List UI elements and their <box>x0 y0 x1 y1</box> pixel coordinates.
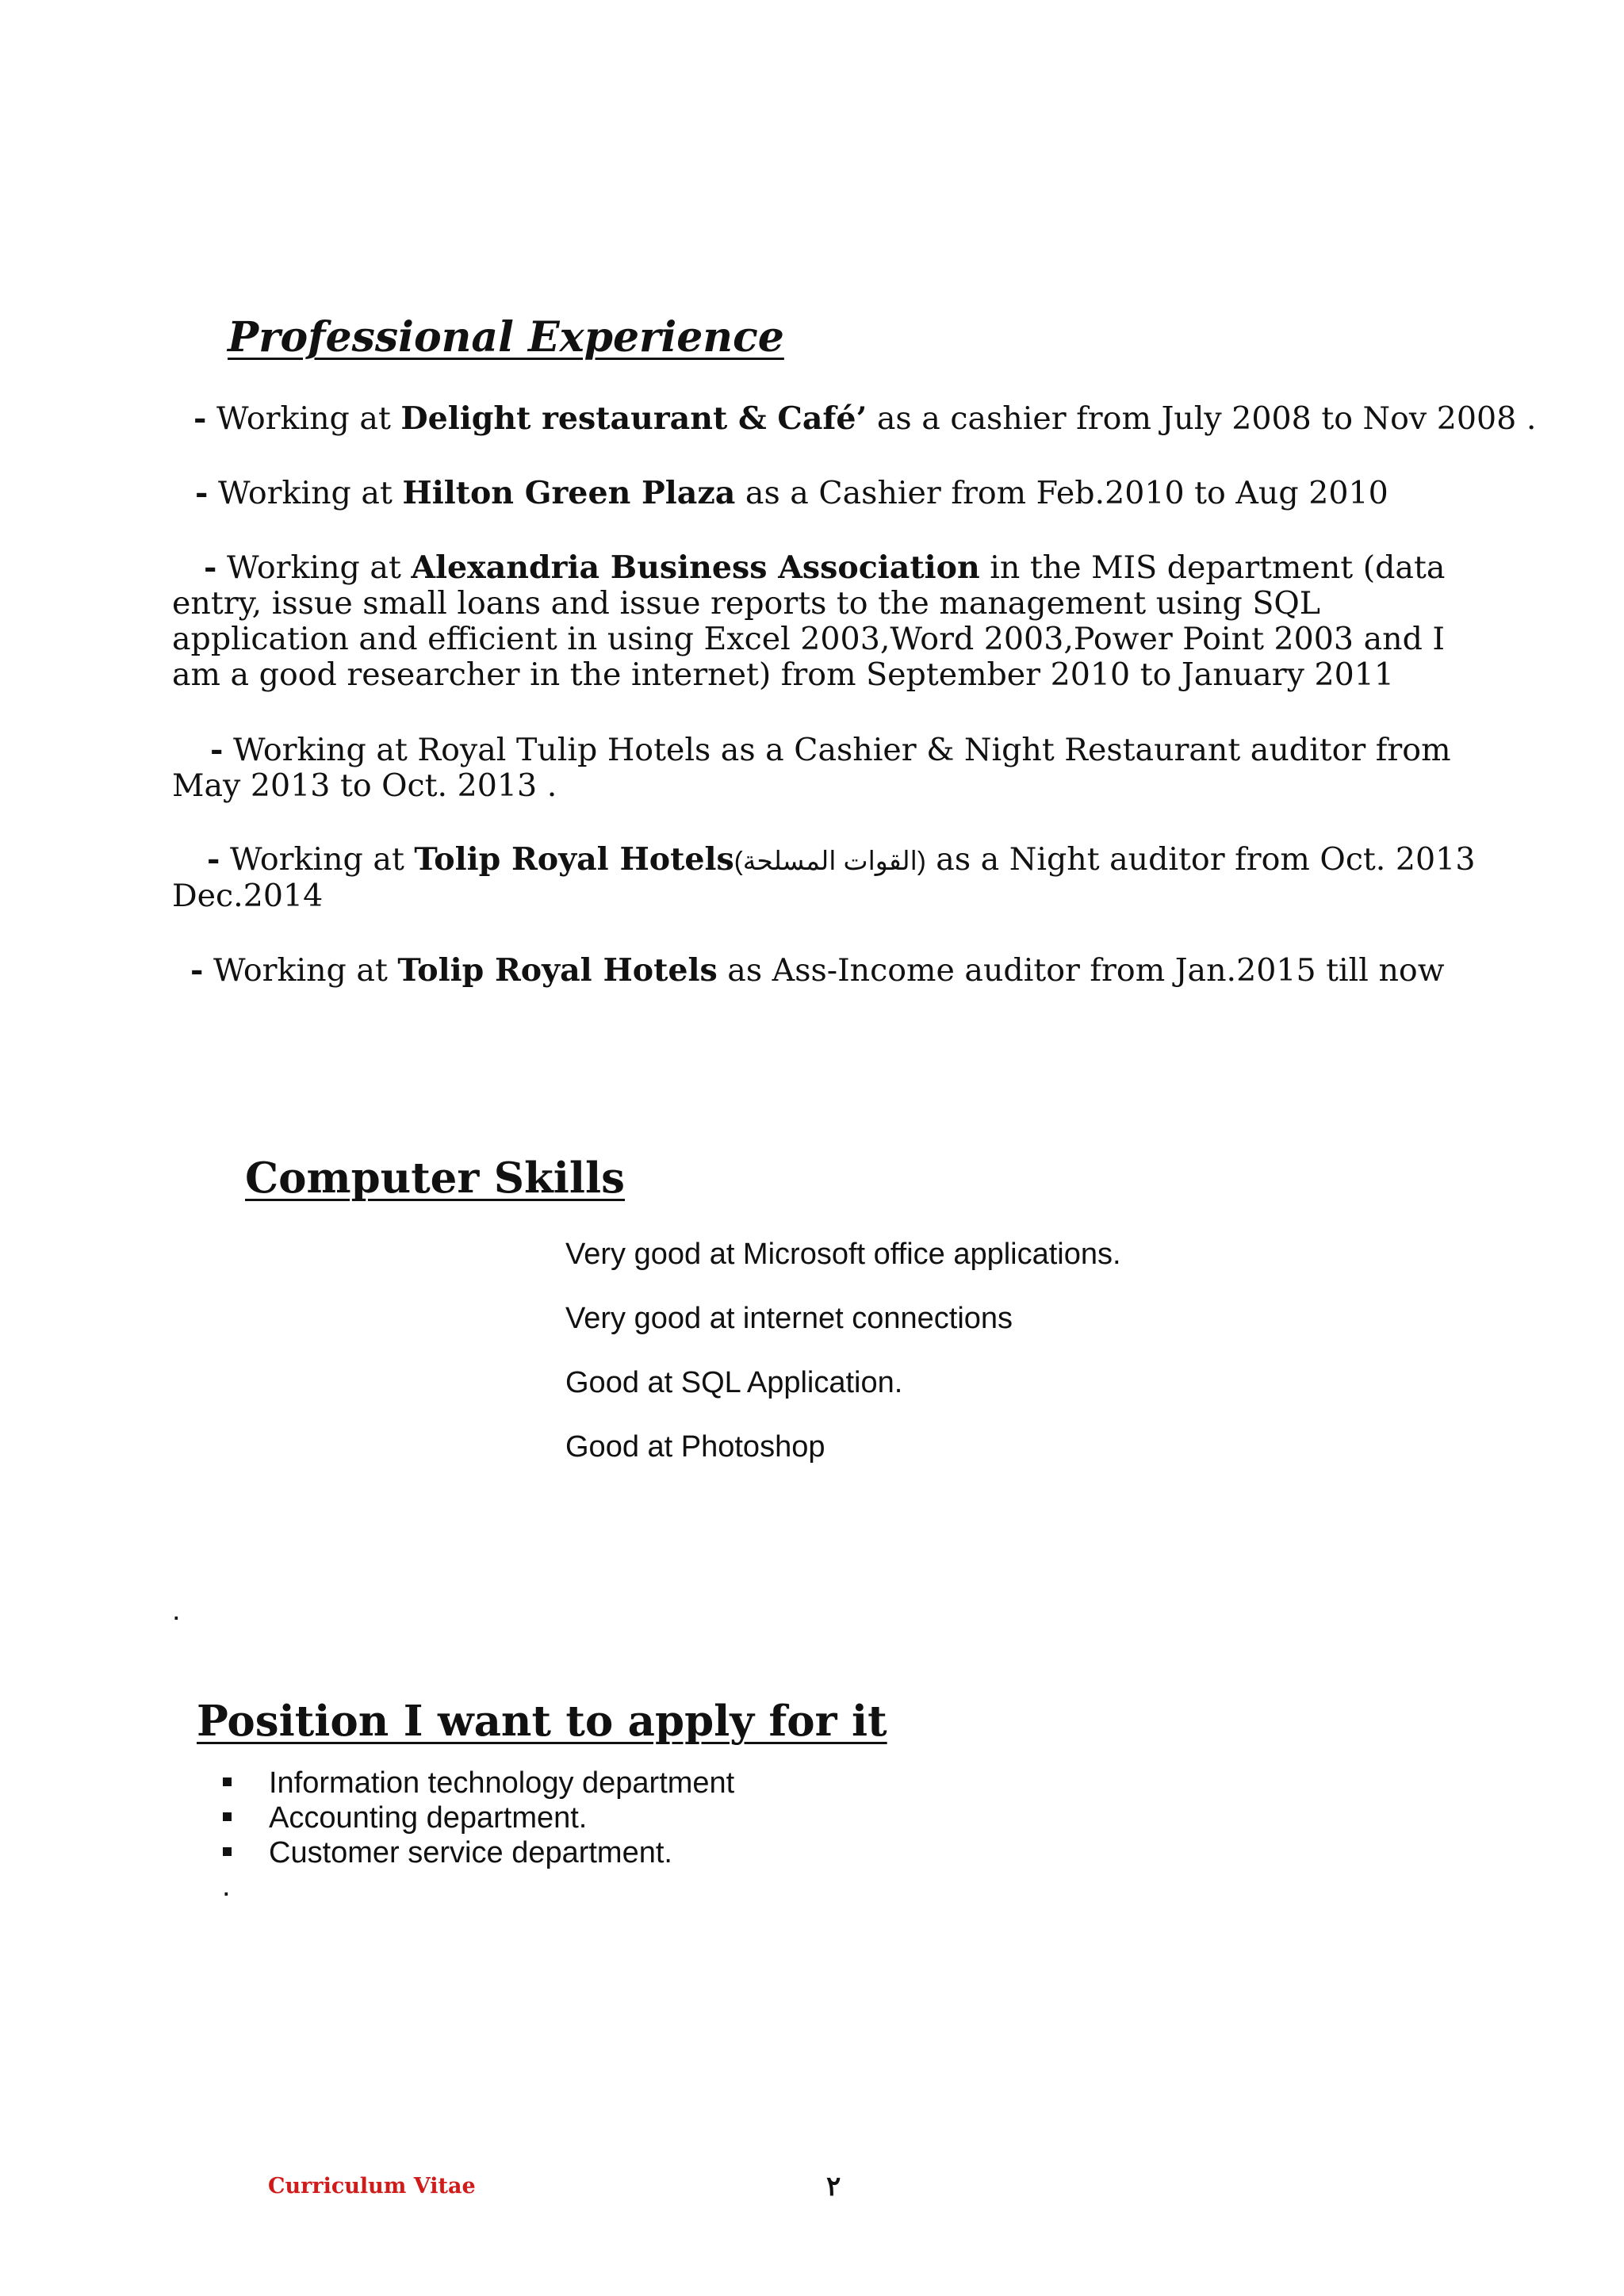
experience-dash: - <box>210 732 224 768</box>
experience-dash: - <box>207 841 220 878</box>
page-number: ٢ <box>826 2172 841 2202</box>
experience-text: Working at Royal Tulip Hotels as a Cashier & Night Restaurant auditor from May 2013 to Oct. 2013 . <box>172 732 1451 804</box>
experience-organization: Alexandria Business Association <box>411 549 980 586</box>
experience-item <box>195 476 1511 511</box>
experience-arabic-note: (القوات المسلحة) <box>733 846 926 875</box>
experience-item <box>172 733 1488 804</box>
experience-item <box>190 953 1507 989</box>
skill-item: Very good at internet connections <box>565 1302 1013 1335</box>
experience-dash: - <box>193 400 207 437</box>
experience-item <box>172 842 1488 914</box>
position-heading: Position I want to apply for it <box>197 1697 887 1746</box>
position-item <box>223 1836 672 1870</box>
experience-organization: Tolip Royal Hotels <box>414 841 734 878</box>
experience-text: Working at <box>203 952 398 989</box>
experience-item <box>193 400 1537 437</box>
position-item <box>223 1766 734 1800</box>
experience-dash: - <box>190 952 204 989</box>
skill-item: Good at SQL Application. <box>565 1366 903 1399</box>
square-bullet-icon <box>223 1812 232 1821</box>
experience-item <box>172 550 1488 693</box>
square-bullet-icon <box>223 1847 232 1856</box>
position-item-label: Information technology department <box>269 1766 735 1800</box>
experience-organization: Hilton Green Plaza <box>402 475 736 511</box>
experience-dash: - <box>195 475 209 511</box>
experience-text: Working at <box>206 400 401 437</box>
skill-item: Good at Photoshop <box>565 1430 825 1464</box>
position-trailing-dot: . <box>222 1869 231 1903</box>
experience-dash: - <box>204 549 217 586</box>
experience-organization: Delight restaurant & Café’ <box>400 400 868 437</box>
separator-dot: . <box>172 1594 181 1627</box>
experience-text: Working at <box>220 841 415 878</box>
experience-text: as a Cashier from Feb.2010 to Aug 2010 <box>735 475 1388 511</box>
experience-organization: Tolip Royal Hotels <box>397 952 718 989</box>
footer-title: Curriculum Vitae <box>268 2174 476 2198</box>
position-item <box>223 1801 587 1835</box>
skill-item: Very good at Microsoft office applications. <box>565 1238 1121 1271</box>
square-bullet-icon <box>223 1777 232 1786</box>
experience-text: as a cashier from July 2008 to Nov 2008 . <box>867 400 1537 437</box>
experience-heading: Professional Experience <box>228 313 784 362</box>
experience-text: in the MIS department (data entry, issue small loans and issue reports to the management using SQL application and efficient in using Excel 2003,Word 2003,Power Point 2003 and I am a good researcher in the internet) from September 2010 to January 2011 <box>172 549 1446 693</box>
position-item-label: Accounting department. <box>269 1801 588 1835</box>
position-item-label: Customer service department. <box>269 1836 672 1869</box>
experience-text: Working at <box>208 475 403 511</box>
skills-heading: Computer Skills <box>245 1154 626 1203</box>
experience-text: as Ass-Income auditor from Jan.2015 till now <box>717 952 1445 989</box>
experience-text: as a Night auditor from Oct. 2013 Dec.2014 <box>172 841 1476 914</box>
experience-text: Working at <box>216 549 412 586</box>
